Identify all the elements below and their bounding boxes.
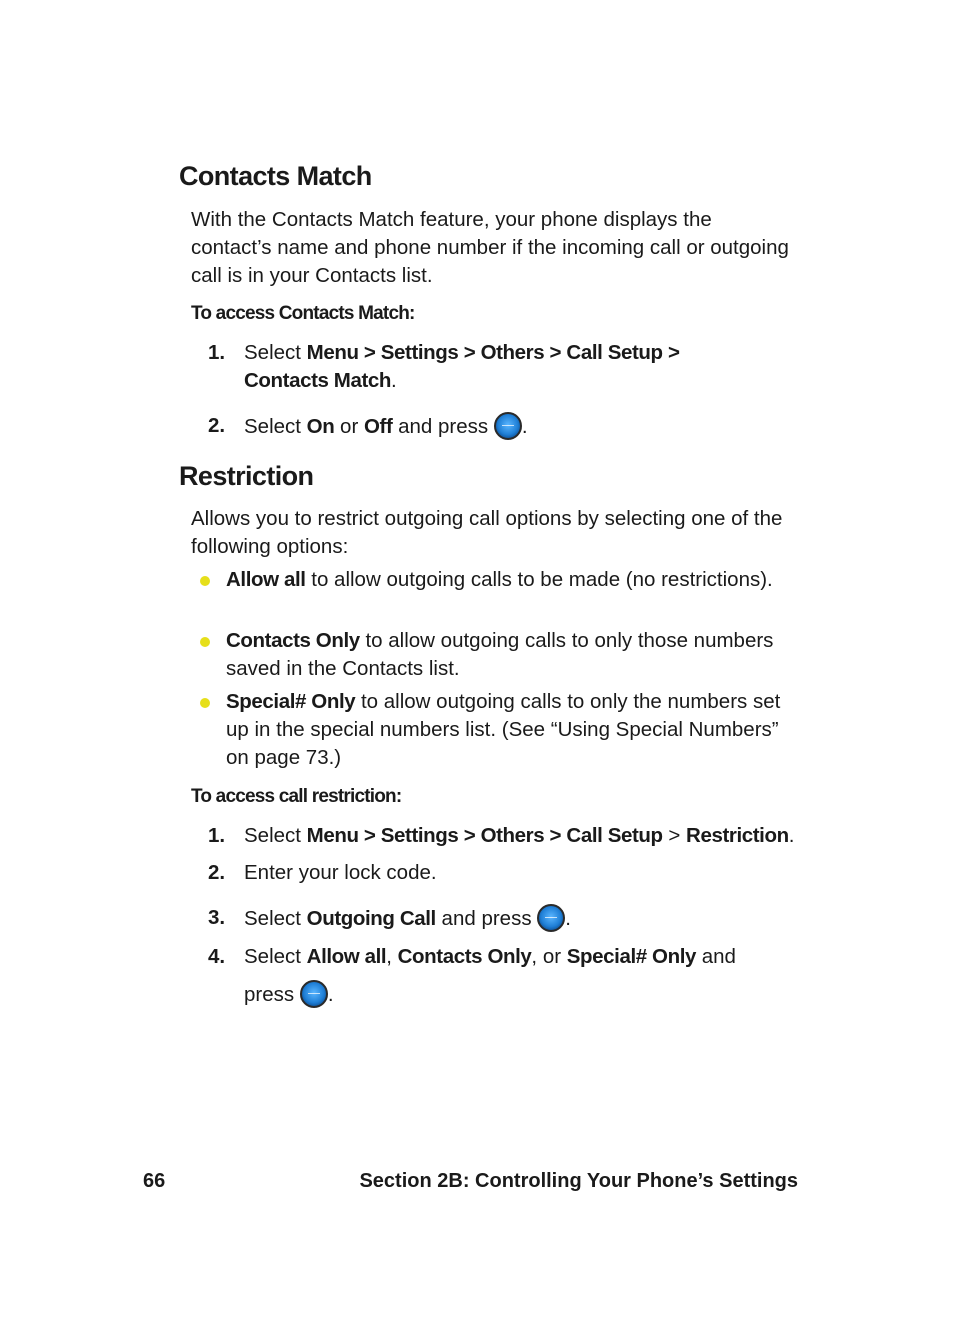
bullet-text: Allow all to allow outgoing calls to be made (no restrictions). — [226, 568, 773, 591]
section-title-restriction: Restriction — [179, 461, 314, 491]
contacts-match-access-heading: To access Contacts Match: — [191, 303, 415, 324]
step-number: 2. — [208, 414, 226, 437]
bullet-dot-icon — [200, 698, 210, 708]
contacts-match-intro: With the Contacts Match feature, your phone displays the contact’s name and phone number if the incoming call or outgoing call is in your Contacts list. — [191, 208, 789, 287]
step-number: 2. — [208, 861, 226, 884]
bullet-text: Special# Only to allow outgoing calls to only the numbers set up in the special numbers list. (See “Using Special Numbers” on page 73.) — [226, 690, 781, 769]
step-number: 1. — [208, 824, 226, 847]
step-text: press . — [244, 980, 804, 1009]
step-text: Select On or Off and press . — [244, 412, 804, 441]
step-text: Select Menu > Settings > Others > Call Setup > Contacts Match. — [244, 341, 680, 392]
section-title-contacts-match: Contacts Match — [179, 161, 372, 191]
menu-ok-key-icon — [537, 904, 565, 932]
step-text: Select Allow all, Contacts Only, or Special# Only and — [244, 945, 736, 968]
bullet-text: Contacts Only to allow outgoing calls to only those numbers saved in the Contacts list. — [226, 629, 774, 680]
menu-ok-key-icon — [300, 980, 328, 1008]
restriction-access-heading: To access call restriction: — [191, 786, 402, 807]
menu-ok-key-icon — [494, 412, 522, 440]
step-text: Enter your lock code. — [244, 861, 437, 884]
step-number: 1. — [208, 341, 226, 364]
step-text: Select Outgoing Call and press . — [244, 904, 804, 933]
bullet-dot-icon — [200, 576, 210, 586]
step-number: 4. — [208, 945, 226, 968]
page-number: 66 — [143, 1170, 166, 1192]
restriction-intro: Allows you to restrict outgoing call options by selecting one of the following options: — [191, 507, 783, 558]
bullet-dot-icon — [200, 637, 210, 647]
menu-path: Menu > Settings > Others > Call Setup > Contacts Match — [244, 341, 680, 392]
footer-section-title: Section 2B: Controlling Your Phone’s Settings — [359, 1170, 798, 1192]
step-number: 3. — [208, 906, 226, 929]
step-text: Select Menu > Settings > Others > Call Setup > Restriction. — [244, 824, 795, 847]
contacts-match-step-1 — [208, 339, 808, 395]
